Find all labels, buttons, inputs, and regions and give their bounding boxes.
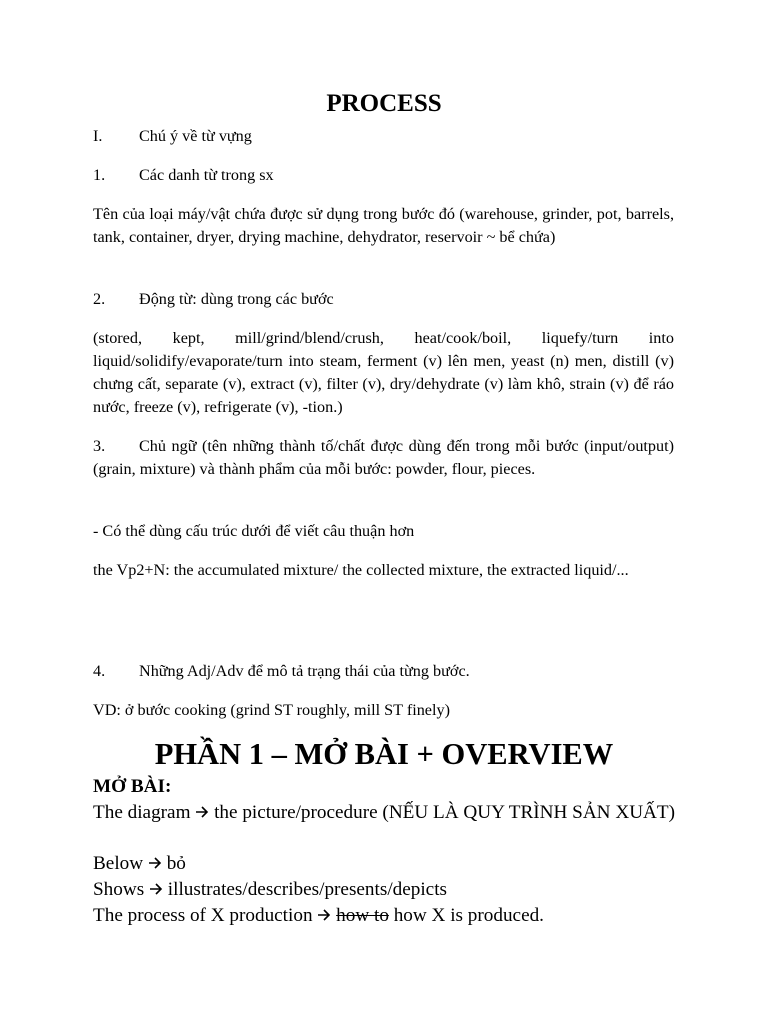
right-arrow-icon bbox=[317, 908, 331, 922]
paragraph-vp2: the Vp2+N: the accumulated mixture/ the collected mixture, the extracted liquid/... bbox=[93, 561, 629, 579]
item-text: Những Adj/Adv để mô tả trạng thái của từng bước. bbox=[139, 662, 470, 680]
phrase-original: Shows bbox=[93, 879, 145, 900]
item-nouns bbox=[93, 164, 674, 187]
item-text: Động từ: dùng trong các bước bbox=[139, 290, 334, 308]
section-number: I. bbox=[93, 127, 103, 145]
part-heading: PHẦN 1 – MỞ BÀI + OVERVIEW bbox=[154, 737, 614, 771]
right-arrow-icon bbox=[195, 805, 209, 819]
phrase-original: The diagram bbox=[93, 802, 191, 823]
phrase-replacement: illustrates/describes/presents/depicts bbox=[167, 879, 447, 900]
phrase-line-diagram bbox=[93, 800, 693, 826]
item-text: Chủ ngữ (tên những thành tố/chất được dùng đến trong mỗi bước (input/output) (grain, mixture) và thành phẩm của mỗi bước: powder, flour, pieces. bbox=[93, 437, 674, 478]
mobai-label: MỞ BÀI: bbox=[93, 776, 172, 797]
right-arrow-icon bbox=[149, 882, 163, 896]
right-arrow-icon bbox=[148, 856, 162, 870]
paragraph-verbs: (stored, kept, mill/grind/blend/crush, heat/cook/boil, liquefy/turn into liquid/solidify/evaporate/turn into steam, ferment (v) lên men, yeast (n) men, distill (v) chưng cất, separate (v), extract (v), filter (v), dry/dehydrate (v) làm khô, strain (v) để ráo nước, freeze (v), refrigerate (v), -tion.) bbox=[93, 329, 674, 416]
phrase-replacement: how X is produced. bbox=[393, 905, 544, 926]
section-text: Chú ý về từ vựng bbox=[139, 127, 252, 145]
paragraph-structure-hint: - Có thể dùng cấu trúc dưới để viết câu thuận hơn bbox=[93, 522, 415, 540]
item-number: 1. bbox=[93, 166, 106, 184]
item-number: 4. bbox=[93, 662, 106, 680]
phrase-line-below bbox=[93, 851, 693, 877]
phrase-line-shows bbox=[93, 877, 693, 903]
phrase-original: The process of X production bbox=[93, 905, 313, 926]
item-number: 2. bbox=[93, 290, 106, 308]
phrase-line-process bbox=[93, 903, 693, 929]
phrase-replacement: the picture/procedure (NẾU LÀ QUY TRÌNH SẢN XUẤT) bbox=[214, 802, 676, 823]
struck-phrase: how to bbox=[336, 905, 389, 926]
section-heading-vocabulary bbox=[93, 125, 674, 148]
paragraph-nouns: Tên của loại máy/vật chứa được sử dụng trong bước đó (warehouse, grinder, pot, barrels, tank, container, dryer, drying machine, dehydrator, reservoir ~ bể chứa) bbox=[93, 205, 674, 246]
item-adjectives bbox=[93, 660, 674, 683]
phrase-original: Below bbox=[93, 853, 144, 874]
item-number: 3. bbox=[93, 437, 106, 455]
item-subjects bbox=[93, 435, 674, 481]
phrase-replacement: bỏ bbox=[166, 853, 186, 874]
item-text: Các danh từ trong sx bbox=[139, 166, 274, 184]
item-verbs bbox=[93, 288, 674, 311]
paragraph-example: VD: ở bước cooking (grind ST roughly, mill ST finely) bbox=[93, 701, 450, 719]
page-title: PROCESS bbox=[326, 90, 442, 117]
